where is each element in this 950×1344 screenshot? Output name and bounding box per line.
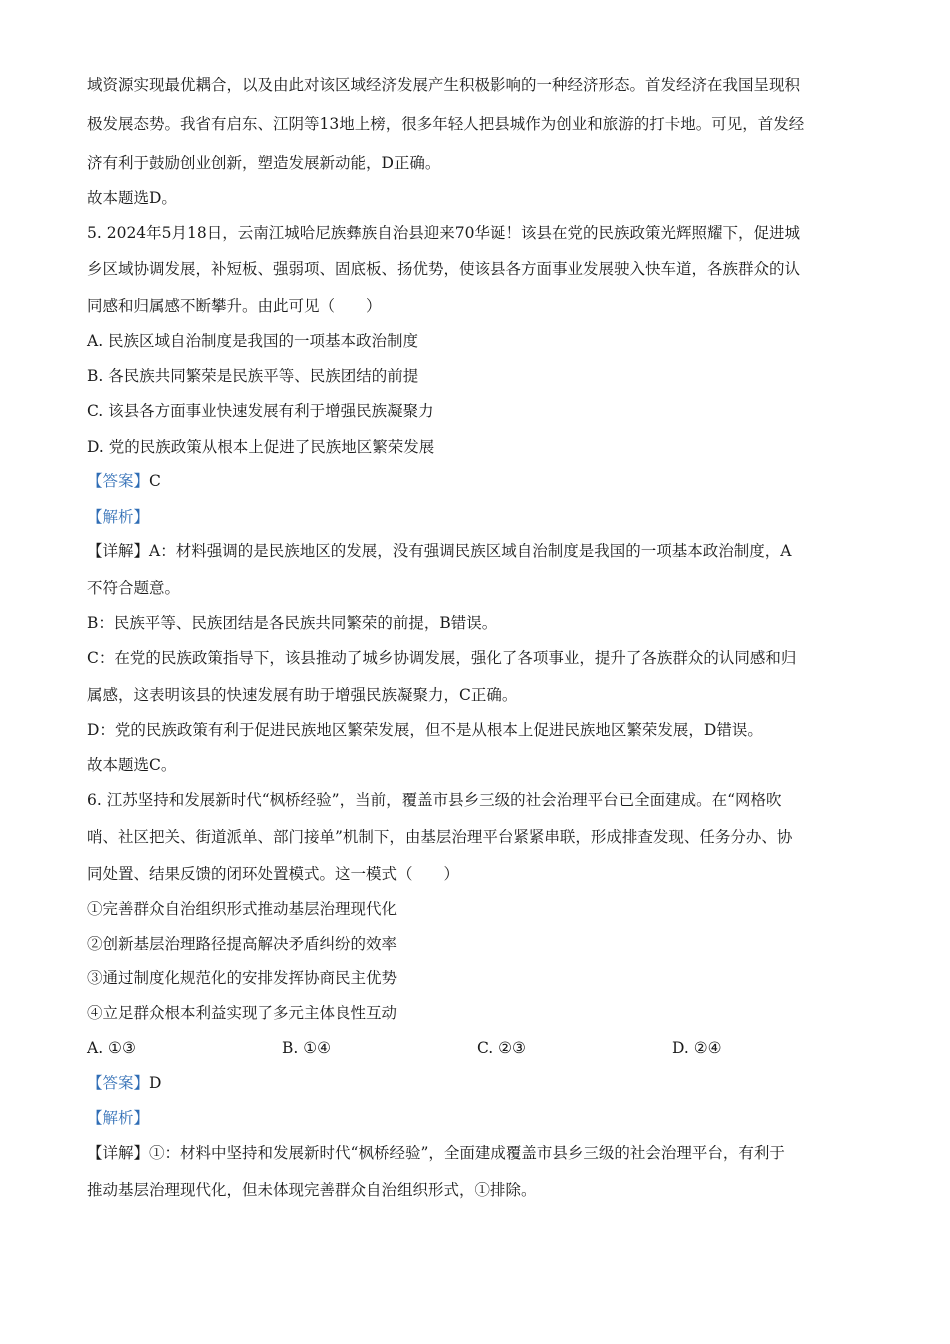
q5-conclusion: 故本题选C。 (87, 756, 177, 774)
q5-answer (87, 470, 890, 492)
q5-detail-line: D：党的民族政策有利于促进民族地区繁荣发展，但不是从根本上促进民族地区繁荣发展，D错误。 (87, 721, 763, 739)
q4-conclusion: 故本题选D。 (87, 189, 177, 207)
q6-detail-line: 【详解】①：材料中坚持和发展新时代“枫桥经验”，全面建成覆盖市县乡三级的社会治理平台，有利于 (87, 1144, 785, 1162)
q4-text-line: 域资源实现最优耦合，以及由此对该区域经济发展产生积极影响的一种经济形态。首发经济在我国呈现积 (87, 76, 801, 94)
q6-choices (87, 1037, 890, 1059)
answer-label: 【答案】 (87, 1074, 150, 1092)
q5-option-d: D. 党的民族政策从根本上促进了民族地区繁荣发展 (87, 438, 435, 456)
q6-answer (87, 1072, 890, 1094)
answer-value: C (149, 472, 161, 490)
q5-detail-line: 属感，这表明该县的快速发展有助于增强民族凝聚力，C正确。 (87, 686, 518, 704)
q5-analysis-label: 【解析】 (87, 508, 150, 526)
q6-stem-line: 同处置、结果反馈的闭环处置模式。这一模式（ ） (87, 865, 460, 883)
q5-stem-line: 同感和归属感不断攀升。由此可见（ ） (87, 297, 382, 315)
q5-stem-line: 乡区域协调发展，补短板、强弱项、固底板、扬优势，使该县各方面事业发展驶入快车道，各族群众的认 (87, 260, 801, 278)
q5-detail-line: B：民族平等、民族团结是各民族共同繁荣的前提，B错误。 (87, 614, 498, 632)
detail-label: 【详解】 (87, 542, 150, 560)
q6-statement: ①完善群众自治组织形式推动基层治理现代化 (87, 900, 398, 918)
q5-stem-line: 5. 2024年5月18日，云南江城哈尼族彝族自治县迎来70华诞！该县在党的民族政策光辉照耀下，促进城 (87, 224, 800, 242)
q5-option-b: B. 各民族共同繁荣是民族平等、民族团结的前提 (87, 367, 419, 385)
q6-analysis-label: 【解析】 (87, 1109, 150, 1127)
q6-stem-line: 6. 江苏坚持和发展新时代“枫桥经验”，当前，覆盖市县乡三级的社会治理平台已全面建成。在“网格吹 (87, 791, 782, 809)
answer-value: D (149, 1074, 162, 1092)
answer-label: 【答案】 (87, 472, 150, 490)
q4-text-line: 济有利于鼓励创业创新，塑造发展新动能，D正确。 (87, 154, 441, 172)
q4-text-line: 极发展态势。我省有启东、江阴等13地上榜，很多年轻人把县城作为创业和旅游的打卡地。可见，首发经 (87, 115, 805, 133)
q6-choice-d: D. ②④ (672, 1039, 722, 1057)
q5-option-a: A. 民族区域自治制度是我国的一项基本政治制度 (87, 332, 419, 350)
q6-stem-line: 哨、社区把关、街道派单、部门接单”机制下，由基层治理平台紧紧串联，形成排查发现、任务分办、协 (87, 828, 793, 846)
detail-label: 【详解】 (87, 1144, 150, 1162)
q6-statement: ③通过制度化规范化的安排发挥协商民主优势 (87, 969, 398, 987)
q6-detail-line: 推动基层治理现代化，但未体现完善群众自治组织形式，①排除。 (87, 1181, 537, 1199)
q5-detail-line: 【详解】A：材料强调的是民族地区的发展，没有强调民族区域自治制度是我国的一项基本政治制度，A (87, 542, 792, 560)
q5-option-c: C. 该县各方面事业快速发展有利于增强民族凝聚力 (87, 402, 434, 420)
q5-detail-line: C：在党的民族政策指导下，该县推动了城乡协调发展，强化了各项事业，提升了各族群众的认同感和归 (87, 649, 797, 667)
q5-detail-line: 不符合题意。 (87, 579, 181, 597)
q6-statement: ④立足群众根本利益实现了多元主体良性互动 (87, 1004, 398, 1022)
q6-choice-a: A. ①③ (87, 1039, 136, 1057)
q6-choice-c: C. ②③ (477, 1039, 526, 1057)
q6-statement: ②创新基层治理路径提高解决矛盾纠纷的效率 (87, 935, 398, 953)
q6-choice-b: B. ①④ (282, 1039, 332, 1057)
